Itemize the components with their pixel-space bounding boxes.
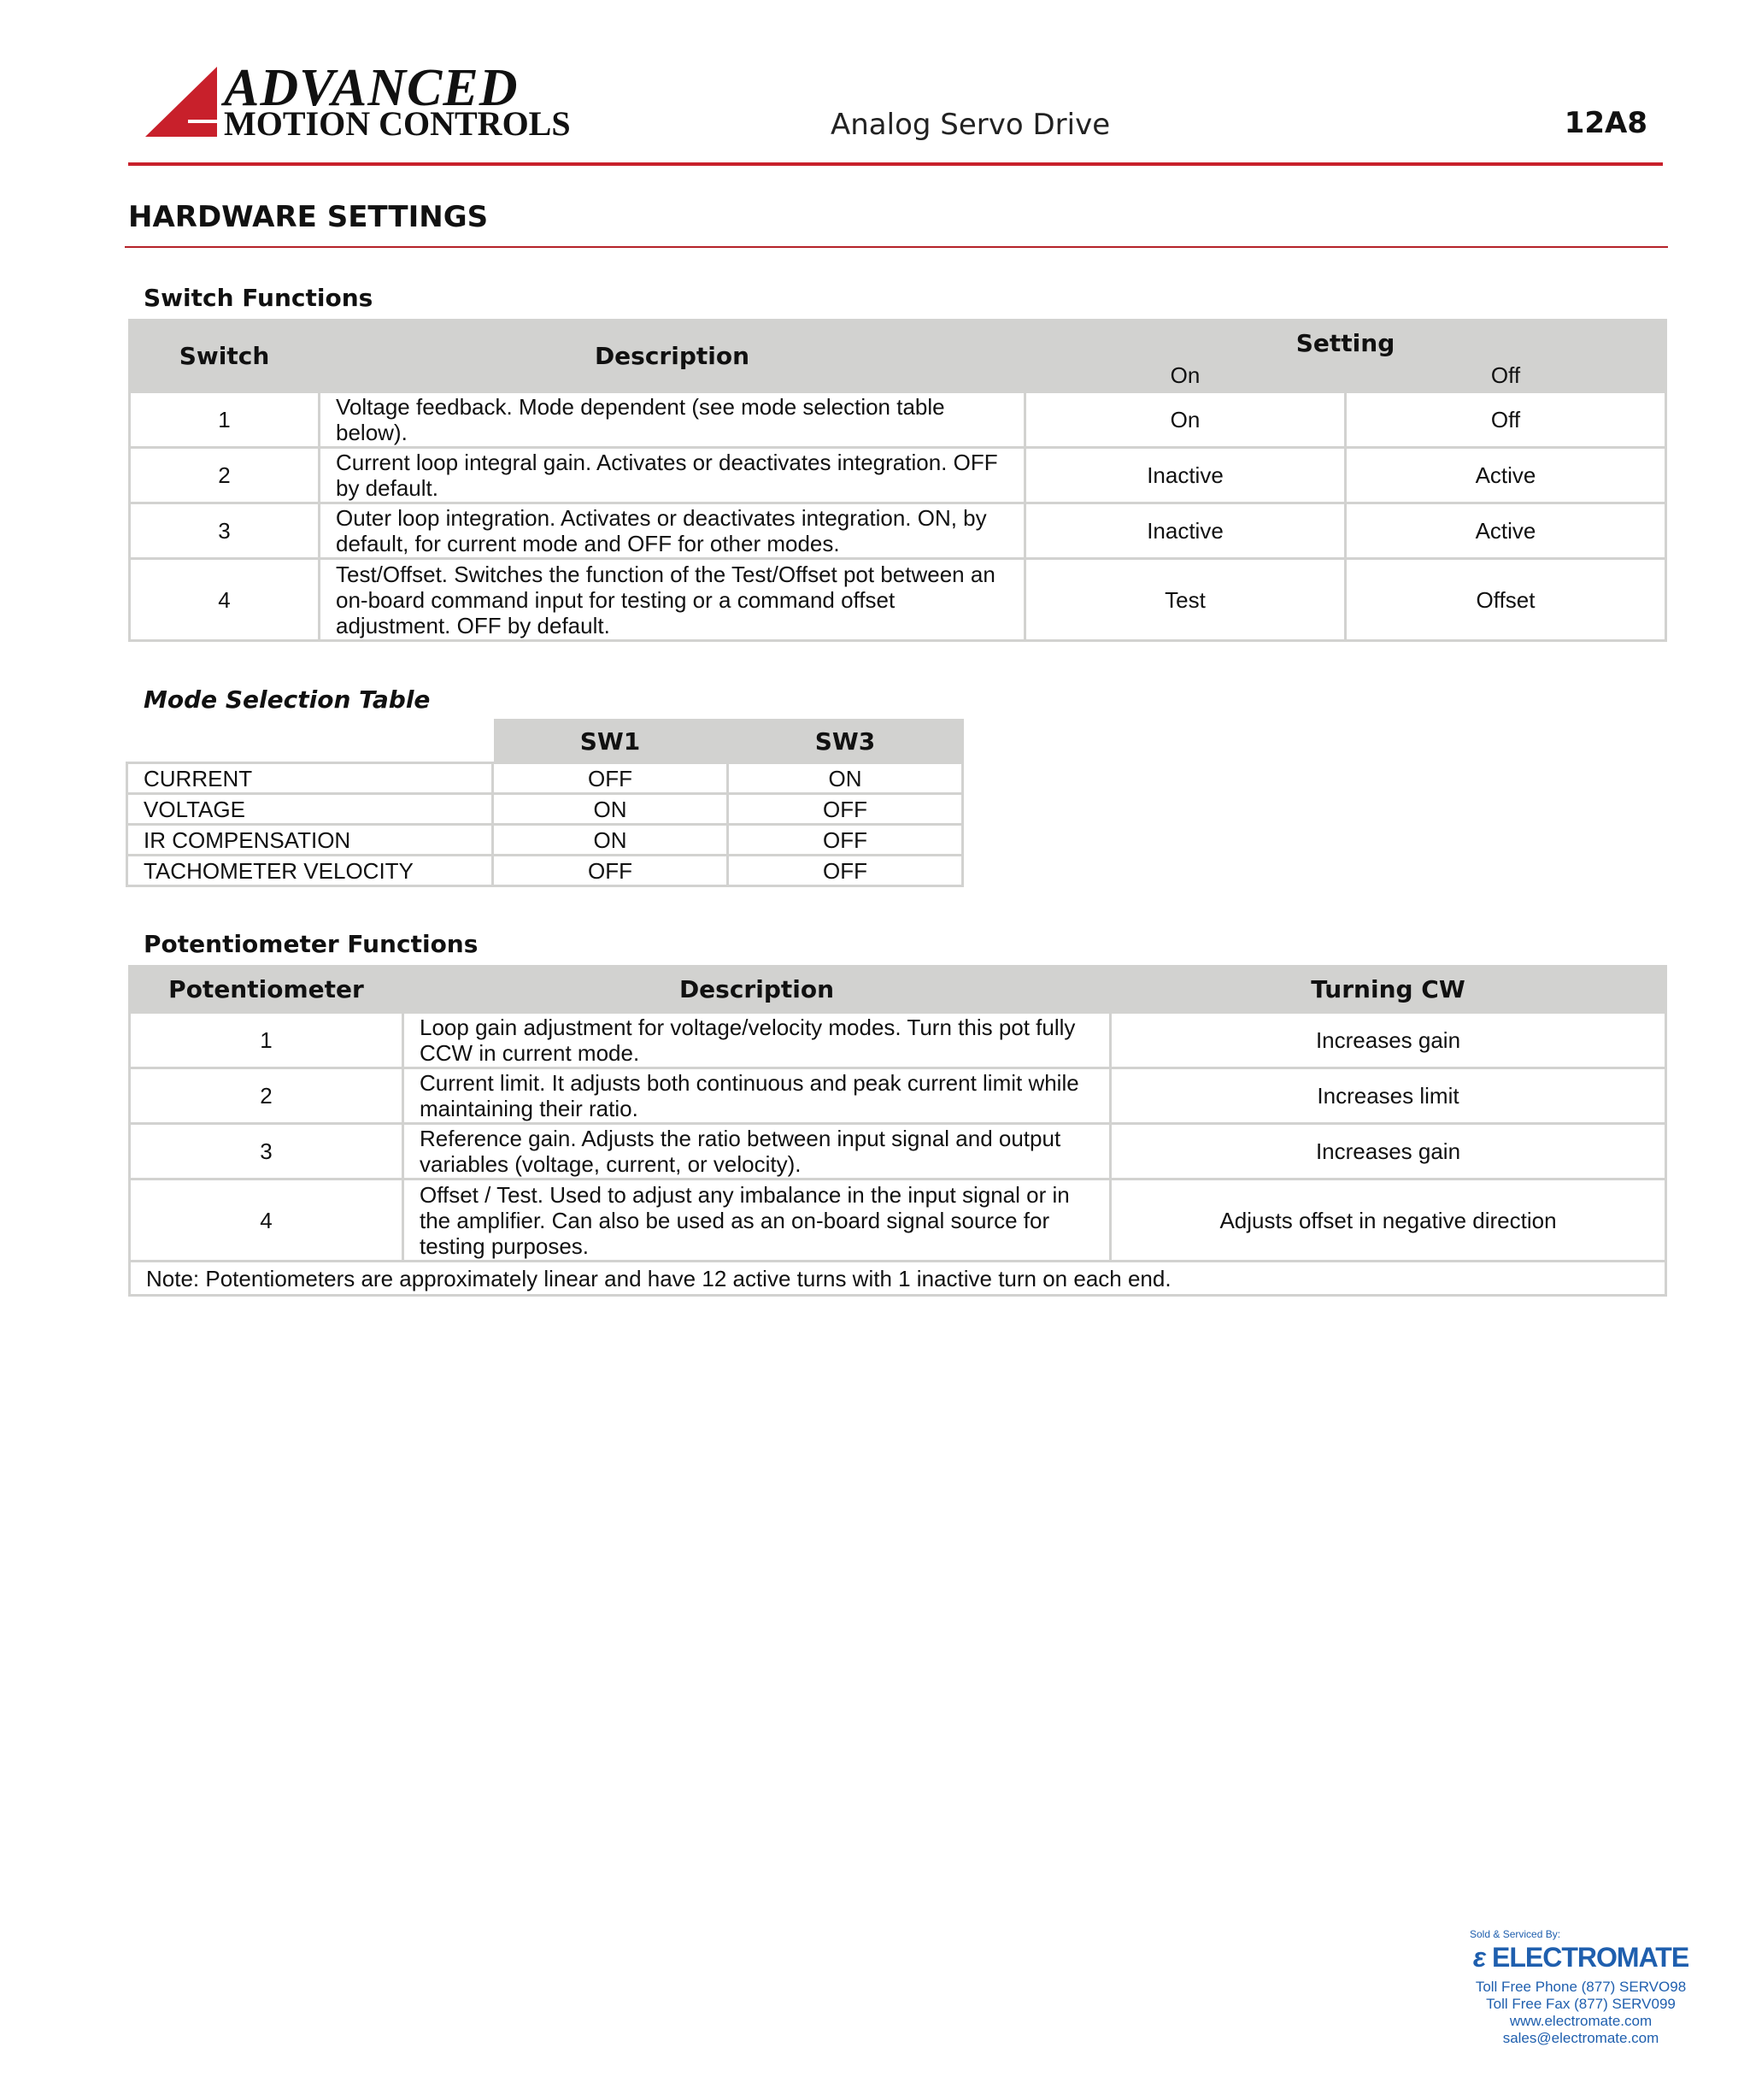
switch-off-value: Active [1346,503,1666,559]
sw1-value: ON [493,794,728,825]
switch-off-value: Offset [1346,559,1666,641]
table-row [130,1068,1666,1124]
potentiometer-note: Note: Potentiometers are approximately linear and have 12 active turns with 1 inactive turn on each end. [130,1262,1666,1296]
header-description: Description [320,321,1025,392]
header-divider [128,162,1663,166]
switch-description: Outer loop integration. Activates or deactivates integration. ON, by default, for current mode and OFF for other modes. [320,503,1025,559]
electromate-logo [1470,1942,1692,1974]
sw1-value: OFF [493,763,728,794]
pot-number: 2 [130,1068,403,1124]
pot-description: Offset / Test. Used to adjust any imbalance in the input signal or in the amplifier. Can also be used as an on-board signal source for testing purposes. [403,1179,1111,1262]
pot-description: Current limit. It adjusts both continuous and peak current limit while maintaining their ratio. [403,1068,1111,1124]
logo-text-advanced: ADVANCED [224,59,519,117]
switch-description: Test/Offset. Switches the function of the Test/Offset pot between an on-board command input for testing or a command offset adjustment. OFF by default. [320,559,1025,641]
potentiometer-functions-table [128,965,1667,1297]
table-row [130,448,1666,503]
pot-turning-cw: Increases gain [1111,1124,1666,1179]
header-sw3: SW3 [728,721,963,763]
website-link[interactable]: www.electromate.com [1509,2013,1653,2029]
table-row [130,1124,1666,1179]
section-title: HARDWARE SETTINGS [128,200,489,234]
sw3-value: ON [728,763,963,794]
header-blank [127,721,493,763]
switch-on-value: Inactive [1025,503,1346,559]
switch-description: Voltage feedback. Mode dependent (see mode selection table below). [320,392,1025,448]
mode-selection-heading: Mode Selection Table [144,685,431,714]
electromate-brand: ELECTROMATE [1492,1942,1689,1973]
mode-name: CURRENT [127,763,493,794]
switch-number: 1 [130,392,320,448]
sw3-value: OFF [728,794,963,825]
pot-description: Loop gain adjustment for voltage/velocity modes. Turn this pot fully CCW in current mode. [403,1013,1111,1068]
toll-free-phone: Toll Free Phone (877) SERVO98 [1475,1979,1687,1995]
potentiometer-functions-heading: Potentiometer Functions [144,930,479,958]
sw1-value: ON [493,825,728,856]
switch-number: 2 [130,448,320,503]
table-row [130,503,1666,559]
table-row [127,794,963,825]
table-row [130,1013,1666,1068]
switch-off-value: Off [1346,392,1666,448]
mode-selection-table [126,719,964,887]
table-row [127,763,963,794]
header-setting: Setting [1025,321,1666,358]
sw3-value: OFF [728,825,963,856]
sw3-value: OFF [728,856,963,886]
logo-text-motion-controls: MOTION CONTROLS [224,104,571,143]
email-link[interactable]: sales@electromate.com [1502,2030,1659,2046]
pot-number: 4 [130,1179,403,1262]
switch-off-value: Active [1346,448,1666,503]
switch-functions-heading: Switch Functions [144,284,373,312]
mode-name: TACHOMETER VELOCITY [127,856,493,886]
table-row [127,856,963,886]
header-description: Description [403,967,1111,1013]
header-switch: Switch [130,321,320,392]
table-row [127,825,963,856]
section-divider [125,246,1668,248]
table-row [130,559,1666,641]
switch-number: 3 [130,503,320,559]
pot-turning-cw: Adjusts offset in negative direction [1111,1179,1666,1262]
switch-on-value: Inactive [1025,448,1346,503]
header-potentiometer: Potentiometer [130,967,403,1013]
toll-free-fax: Toll Free Fax (877) SERV099 [1486,1996,1676,2012]
table-row [130,392,1666,448]
pot-number: 1 [130,1013,403,1068]
pot-description: Reference gain. Adjusts the ratio between input signal and output variables (voltage, current, or velocity). [403,1124,1111,1179]
switch-on-value: On [1025,392,1346,448]
switch-functions-table [128,319,1667,642]
switch-on-value: Test [1025,559,1346,641]
switch-description: Current loop integral gain. Activates or deactivates integration. OFF by default. [320,448,1025,503]
electromate-swoosh-icon: ε [1472,1942,1486,1973]
sold-by-label: Sold & Serviced By: [1470,1928,1561,1940]
header-turning-cw: Turning CW [1111,967,1666,1013]
header-on: On [1025,358,1346,392]
pot-turning-cw: Increases gain [1111,1013,1666,1068]
pot-number: 3 [130,1124,403,1179]
switch-number: 4 [130,559,320,641]
sw1-value: OFF [493,856,728,886]
model-number: 12A8 [1564,106,1647,140]
header-sw1: SW1 [493,721,728,763]
pot-turning-cw: Increases limit [1111,1068,1666,1124]
mode-name: IR COMPENSATION [127,825,493,856]
mode-name: VOLTAGE [127,794,493,825]
document-title: Analog Servo Drive [831,108,1111,142]
company-logo-icon [145,67,217,137]
table-row [130,1179,1666,1262]
electromate-block [1470,1928,1692,2047]
header-off: Off [1346,358,1666,392]
